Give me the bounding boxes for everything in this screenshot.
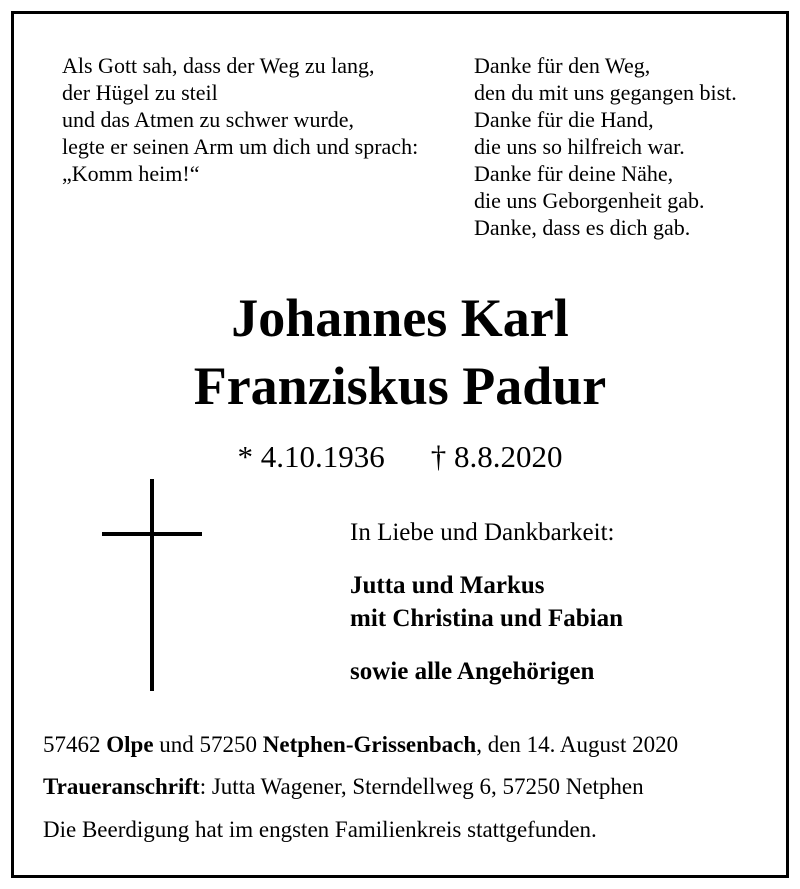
dedication-text: In Liebe und Dankbarkeit: [350,519,615,546]
poem-left-line: Als Gott sah, dass der Weg zu lang, [62,53,375,78]
notice-date: , den 14. August 2020 [476,732,679,757]
zip-olpe: 57462 [43,732,101,757]
mourners-names [350,569,623,635]
deceased-name-line-2: Franziskus Padur [193,356,607,416]
poem-right [474,52,737,241]
city-netphen: Netphen-Grissenbach [262,732,477,757]
obituary-notice [11,11,789,878]
poem-right-line: den du mit uns gegangen bist. [474,80,737,105]
poem-right-line: Danke für den Weg, [474,53,651,78]
deceased-name-line-1: Johannes Karl [231,288,569,348]
mourning-address-value: : Jutta Wagener, Sterndellweg 6, 57250 Netphen [199,774,644,799]
poem-right-line: Danke für deine Nähe, [474,161,674,186]
conjunction: und [159,732,194,757]
cross-horizontal-bar [102,532,202,536]
poem-right-line: Danke, dass es dich gab. [474,215,691,240]
poem-left-line: und das Atmen zu schwer wurde, [62,107,355,132]
poem-right-line: die uns so hilfreich war. [474,134,685,159]
poem-left-line: „Komm heim!“ [62,161,200,186]
birth-date: * 4.10.1936 [237,439,385,474]
poem-left [62,52,418,187]
life-dates [14,438,786,476]
poem-left-line: legte er seinen Arm um dich und sprach: [62,134,419,159]
mourners-line: mit Christina und Fabian [350,605,623,632]
funeral-note: Die Beerdigung hat im engsten Familienkreis stattgefunden. [43,817,597,842]
zip-netphen: 57250 [199,732,258,757]
city-olpe: Olpe [106,732,154,757]
place-date-line [43,730,678,760]
poem-right-line: Danke für die Hand, [474,107,654,132]
cross-vertical-bar [150,479,154,691]
death-date: † 8.8.2020 [430,439,563,474]
mourning-address-line [43,772,644,802]
mourning-address-label: Traueranschrift [43,774,200,799]
mourners-line: Jutta und Markus [350,572,545,599]
poem-right-line: die uns Geborgenheit gab. [474,188,705,213]
relatives-text: sowie alle Angehörigen [350,658,595,685]
poem-left-line: der Hügel zu steil [62,80,218,105]
